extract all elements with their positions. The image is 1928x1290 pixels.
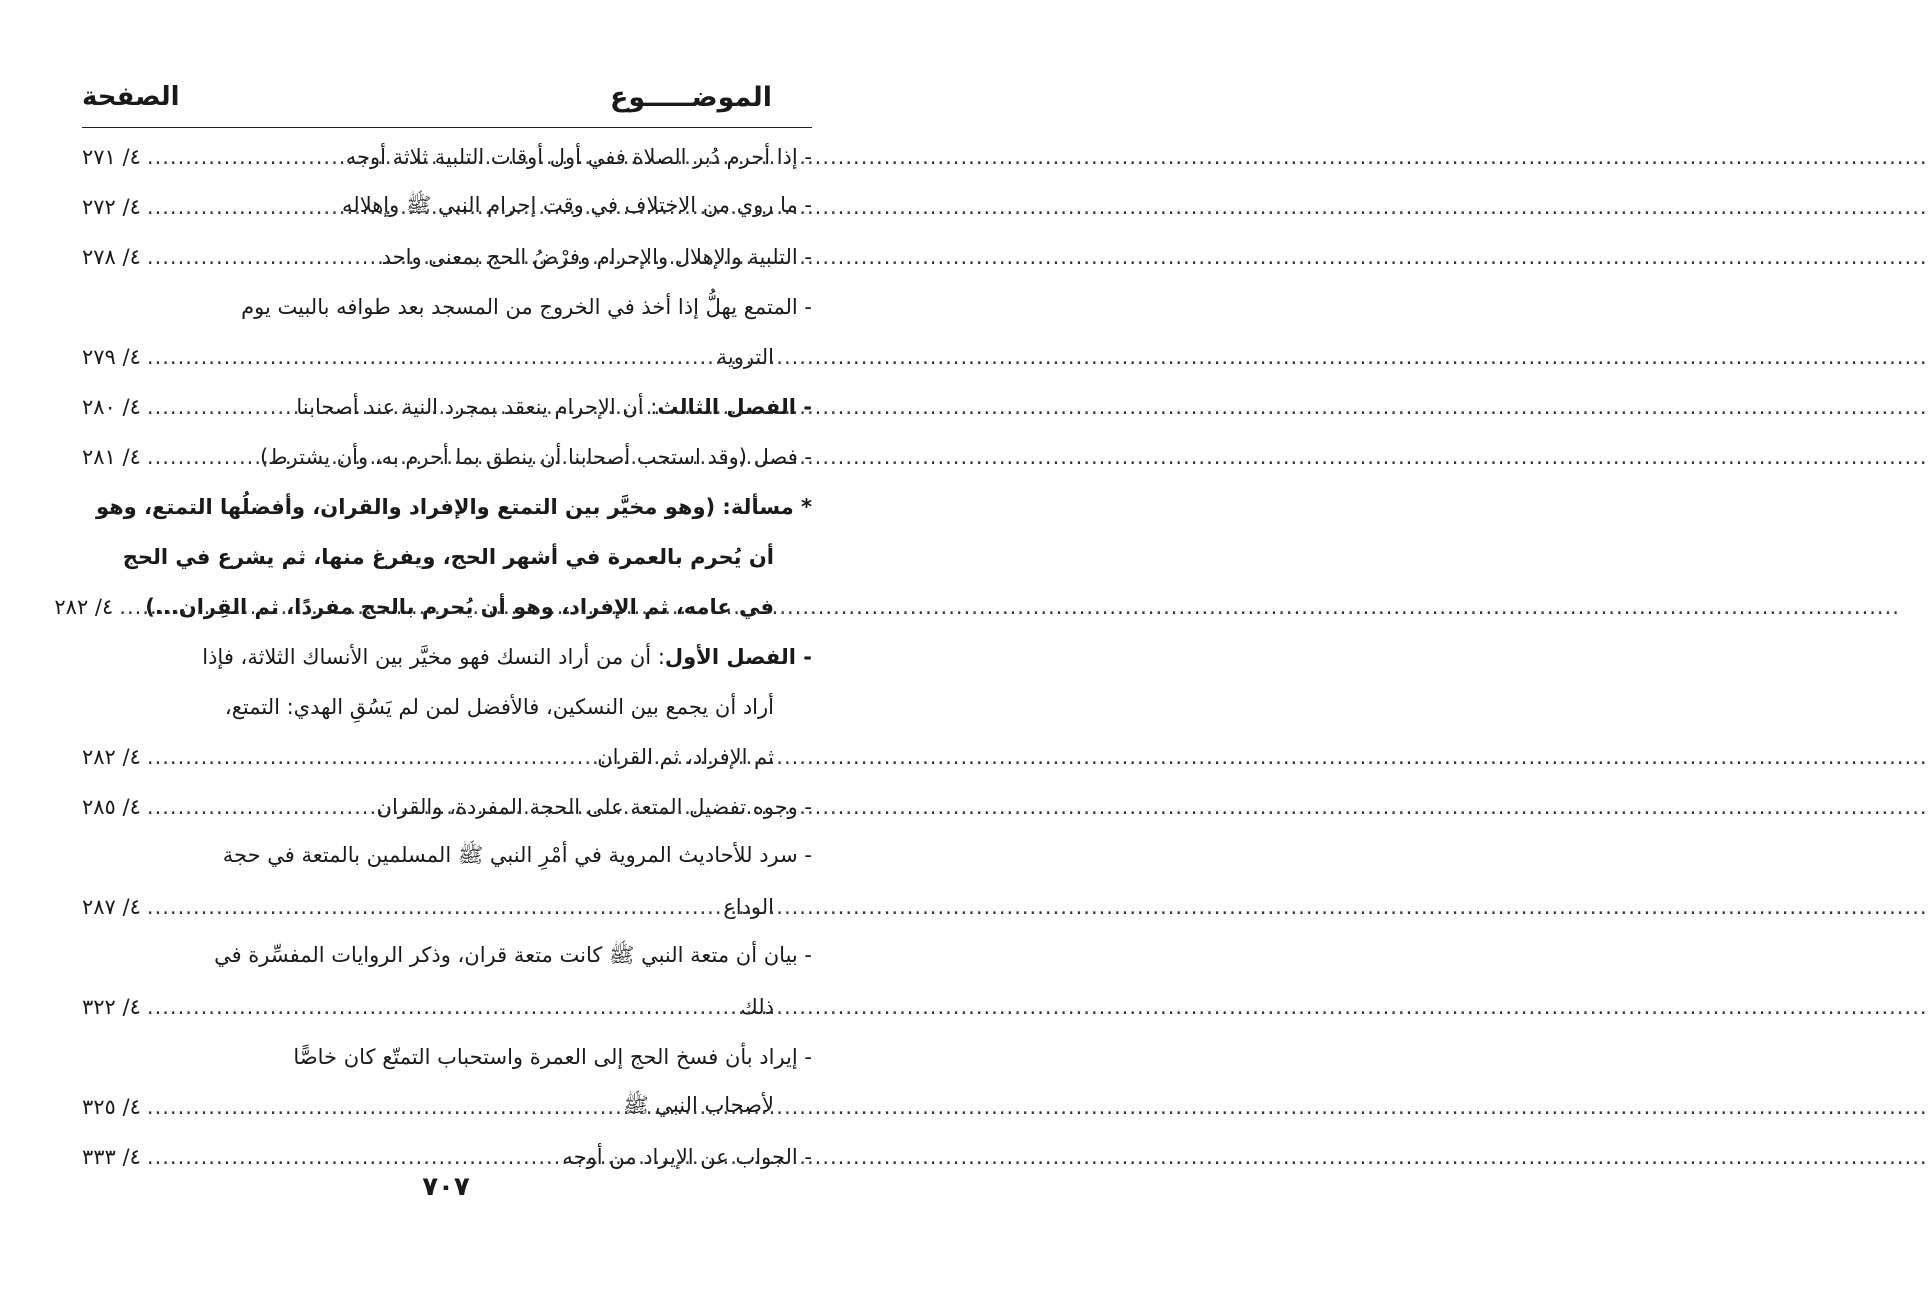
dot-leader <box>147 995 735 1019</box>
dot-leader <box>147 145 340 169</box>
entry-page-ref: ٤/ ٢٨١ <box>82 445 141 469</box>
toc-entry-line <box>82 132 812 182</box>
entry-plain-text: الوداع <box>723 895 774 919</box>
entry-plain-text: : أن الإحرام ينعقد بمجرد النية عند أصحابنا <box>296 395 658 419</box>
toc-entry-line <box>82 532 812 582</box>
header-topic: الموضـــــوع <box>609 82 772 113</box>
entry-text <box>293 1045 812 1069</box>
entry-bold-text: * مسألة: (وهو مخيَّر بين التمتع والإفراد والقران، وأفضلُها التمتع، وهو <box>95 495 812 519</box>
entry-page-ref: ٤/ ٢٨٠ <box>82 395 141 419</box>
entry-plain-text: أراد أن يجمع بين النسكين، فالأفضل لمن لم يَسُقِ الهدي: التمتع، <box>224 695 774 719</box>
entry-plain-text: - ما روي من الاختلاف في وقت إحرام النبي ﷺ وإهلاله <box>342 192 812 217</box>
entry-page-ref: ٤/ ٢٨٥ <box>82 795 141 819</box>
entry-bold-text: أن يُحرم بالعمرة في أشهر الحج، ويفرغ منها، ثم يشرع في الحج <box>122 545 774 569</box>
entry-plain-text: - إيراد بأن فسخ الحج إلى العمرة واستحباب التمتّع كان خاصًّا <box>293 1045 812 1069</box>
entry-text <box>241 295 812 319</box>
dot-leader <box>147 395 291 419</box>
dot-leader <box>147 1095 617 1119</box>
entry-plain-text: - بيان أن متعة النبي ﷺ كانت متعة قران، وذكر الروايات المفسِّرة في <box>214 942 812 967</box>
toc-entry-line <box>82 632 812 682</box>
entry-plain-text: التروية <box>716 345 774 369</box>
toc-entry-line <box>82 882 812 932</box>
entry-text <box>225 695 774 719</box>
entry-bold-text: في عامه، ثم الإفراد، وهو أن يُحرم بالحج مفردًا، ثم القِران...) <box>145 595 774 619</box>
dot-leader <box>147 1145 557 1169</box>
toc-entry-line <box>82 832 812 882</box>
entry-text <box>223 842 812 873</box>
toc-entry-line <box>82 332 812 382</box>
entry-page-ref: ٤/ ٣٢٥ <box>82 1095 141 1119</box>
entry-plain-text: - إذا أحرم دُبر الصلاة ففي أول أوقات التلبية ثلاثة أوجه <box>345 145 812 169</box>
toc-entry-line <box>82 482 812 532</box>
toc-entry-line <box>82 732 812 782</box>
header-page: الصفحة <box>82 82 180 112</box>
dot-leader <box>147 245 376 269</box>
entry-plain-text: - الجواب عن الإيراد من أوجه <box>562 1145 812 1169</box>
dot-leader <box>147 895 717 919</box>
toc-entry-line <box>82 432 812 482</box>
entry-page-ref: ٤/ ٢٧٢ <box>82 195 141 219</box>
toc-entry-line <box>82 232 812 282</box>
entry-plain-text: - وجوه تفضيل المتعة على الحجة المفردة، والقران <box>376 795 812 819</box>
entry-page-ref: ٤/ ٣٢٢ <box>82 995 141 1019</box>
toc-entry-line <box>82 932 812 982</box>
entry-page-ref: ٤/ ٣٣٣ <box>82 1145 141 1169</box>
entry-plain-text: - فصل (وقد استحب أصحابنا أن ينطق بما أحرم به، وأن يشترط) <box>259 445 812 469</box>
entry-bold-text: - الفصل الأول <box>664 645 812 669</box>
entry-plain-text: - سرد للأحاديث المروية في أمْرِ النبي ﷺ المسلمين بالمتعة في حجة <box>222 842 812 867</box>
toc-entry-line <box>82 282 812 332</box>
toc-entry-line <box>82 382 812 432</box>
dot-leader <box>147 745 591 769</box>
entry-plain-text: - التلبية والإهلال والإحرام وفرْضُ الحج بمعنى واحد <box>381 245 812 269</box>
entry-plain-text: ثم الإفراد، ثم القران <box>597 745 774 769</box>
entry-text <box>123 545 774 569</box>
entry-plain-text: : أن من أراد النسك فهو مخيَّر بين الأنساك الثلاثة، فإذا <box>202 645 665 669</box>
entry-page-ref: ٤/ ٢٨٧ <box>82 895 141 919</box>
toc-header <box>82 82 812 122</box>
toc-entry-line <box>54 582 812 632</box>
toc-entry-line <box>82 982 812 1032</box>
page-number: ٧٠٧ <box>422 1172 470 1202</box>
dot-leader <box>147 795 371 819</box>
entry-plain-text: - المتمع يهلُّ إذا أخذ في الخروج من المسجد بعد طوافه بالبيت يوم <box>241 295 812 319</box>
toc-entry-line <box>82 682 812 732</box>
toc-entry-line <box>82 782 812 832</box>
entry-page-ref: ٤/ ٢٧١ <box>82 145 141 169</box>
entry-bold-text: - الفصل الثالث <box>657 395 812 419</box>
entry-page-ref: ٤/ ٢٧٨ <box>82 245 141 269</box>
dot-leader <box>147 195 336 219</box>
entry-text <box>96 495 812 519</box>
toc-entry-line <box>82 1082 812 1132</box>
entry-plain-text: لأصحاب النبي ﷺ <box>623 1092 774 1117</box>
dot-leader <box>119 595 139 619</box>
dot-leader <box>147 345 711 369</box>
dot-leader <box>147 445 254 469</box>
entry-page-ref: ٤/ ٢٨٢ <box>82 745 141 769</box>
entry-page-ref: ٤/ ٢٧٩ <box>82 345 141 369</box>
toc-entries <box>54 132 812 1182</box>
toc-entry-line <box>82 182 812 232</box>
page <box>0 0 892 1290</box>
entry-page-ref: ٤/ ٢٨٢ <box>54 595 114 619</box>
entry-text <box>202 645 812 669</box>
entry-text <box>214 942 812 973</box>
header-rule <box>82 127 812 128</box>
toc-entry-line <box>82 1032 812 1082</box>
entry-plain-text: ذلك <box>740 995 774 1019</box>
